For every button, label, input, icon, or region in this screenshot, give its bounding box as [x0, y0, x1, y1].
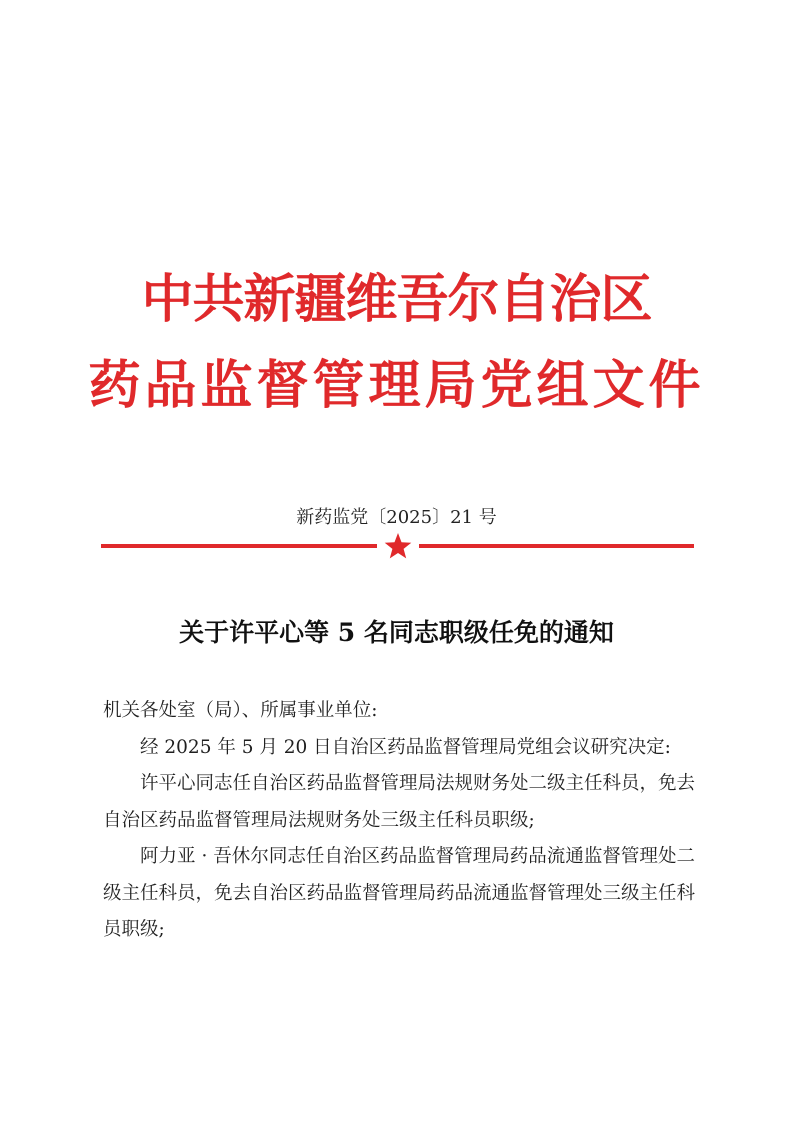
body-text — [103, 693, 695, 949]
salutation: 机关各处室（局）、所属事业单位: — [103, 700, 378, 721]
paragraph-appointment-2: 阿力亚 · 吾休尔同志任自治区药品监督管理局药品流通监督管理处二级主任科员，免去自治区药品监督管理局药品流通监督管理处三级主任科员职级; — [103, 846, 696, 940]
star-icon — [383, 531, 413, 561]
notice-title: 关于许平心等 5 名同志职级任免的通知 — [179, 618, 614, 647]
document-number: 新药监党〔2025〕21 号 — [296, 507, 497, 528]
paragraph-decision: 经 2025 年 5 月 20 日自治区药品监督管理局党组会议研究决定: — [140, 736, 671, 758]
header-title-line-2: 药品监督管理局党组文件 — [88, 356, 705, 416]
paragraph-appointment-1: 许平心同志任自治区药品监督管理局法规财务处二级主任科员，免去自治区药品监督管理局法规财务处三级主任科员职级; — [103, 773, 696, 831]
header-title-line-1: 中共新疆维吾尔自治区 — [141, 270, 652, 330]
red-rule-right — [419, 544, 694, 548]
red-rule-left — [101, 544, 377, 548]
